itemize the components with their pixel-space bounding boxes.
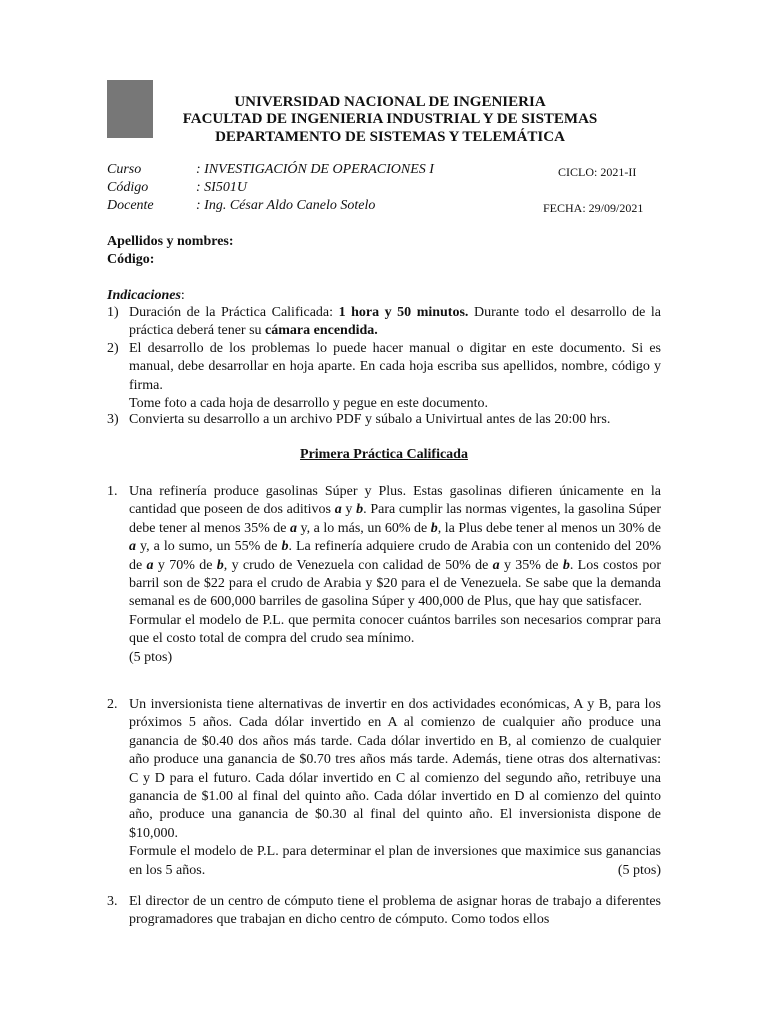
- indicaciones-title: Indicaciones: [107, 288, 181, 303]
- indicacion-1-duration: 1 hora y 50 minutos.: [338, 305, 469, 320]
- p1-s2: y: [341, 502, 357, 518]
- p1-s3: . Para cumplir las normas vigentes, la gasolina Súper debe tener al menos 35% de: [129, 502, 661, 536]
- p1-s7: . La refinería adquiere crudo de Arabia con un contenido del 20% de: [129, 539, 661, 573]
- header-department: DEPARTAMENTO DE SISTEMAS Y TELEMÁTICA: [215, 129, 565, 145]
- exam-title: Primera Práctica Calificada: [300, 447, 468, 462]
- p1-s4: y, a lo más, un 60% de: [297, 520, 431, 536]
- p1-s8: y 70% de: [153, 557, 217, 573]
- indicacion-1-text-a: Duración de la Práctica Calificada:: [129, 305, 339, 320]
- p1-b5: b: [562, 557, 570, 573]
- p1-s9: , y crudo de Venezuela con calidad de 50% de: [223, 557, 493, 573]
- p1-formulate: Formular el modelo de P.L. que permita conocer cuántos barriles son necesarios comprar para que el costo total de compra del crudo sea mínimo.: [129, 612, 661, 647]
- problem-3-number: 3.: [107, 894, 118, 909]
- docente-label: Docente: [107, 198, 154, 213]
- indicacion-2: [129, 340, 661, 414]
- indicacion-2-number: 2): [107, 341, 119, 356]
- p1-a5: a: [492, 557, 500, 573]
- problem-2-number: 2.: [107, 697, 118, 712]
- p1-s6: y, a lo sumo, un 55% de: [136, 539, 282, 555]
- fecha: FECHA: 29/09/2021: [543, 201, 644, 215]
- problem-2: [129, 696, 661, 880]
- problem-1-number: 1.: [107, 484, 118, 499]
- problem-3: El director de un centro de cómputo tiene el problema de asignar horas de trabajo a diferentes programadores que trabajan en dicho centro de cómputo. Como todos ellos: [129, 894, 661, 928]
- p2-text: Un inversionista tiene alternativas de invertir en dos actividades económicas, A y B, para los próximos 5 años. Cada dólar invertido en A al comienzo de cualquier año produce una ganancia de $0.40 dos años más tarde. Cada dólar invertido en B, al comienzo de cualquier año produce una ganancia de $0.70 tres años más tarde. Además, tiene otras dos alternativas: C y D para el futuro. Cada dólar invertido en C al comienzo del segundo año, retribuye una ganancia de $1.00 al final del quinto año. Cada dólar invertido en D al comienzo del quinto año, produce una ganancia de $0.30 al final del quinto año. El inversionista dispone de $10,000.: [129, 697, 661, 841]
- p2-points: (5 ptos): [617, 862, 661, 878]
- indicacion-3-number: 3): [107, 412, 119, 427]
- university-logo: [107, 80, 153, 138]
- curso-value: : INVESTIGACIÓN DE OPERACIONES I: [196, 162, 434, 177]
- header-faculty: FACULTAD DE INGENIERIA INDUSTRIAL Y DE SISTEMAS: [182, 111, 598, 127]
- p1-s11: . Los costos por barril son de $22 para el crudo de Arabia y $20 para el de Venezuela. Se sabe que la demanda semanal es de 600,000 barriles de gasolina Súper y 400,000 de Plus, que hay que satisfacer.: [129, 557, 661, 610]
- p1-a2: a: [290, 520, 298, 536]
- curso-label: Curso: [107, 162, 142, 177]
- indicacion-1-number: 1): [107, 305, 119, 320]
- p1-b2: b: [430, 520, 438, 536]
- p1-b3: b: [281, 539, 289, 555]
- indicacion-2-extra: Tome foto a cada hoja de desarrollo y pegue en este documento.: [129, 396, 488, 412]
- p1-a1: a: [334, 502, 342, 518]
- p1-b4: b: [216, 557, 224, 573]
- indicacion-1-camera: cámara encendida.: [265, 323, 378, 339]
- codigo-label: Código: [107, 180, 149, 195]
- names-label: Apellidos y nombres:: [107, 234, 234, 249]
- codigo-value: : SI501U: [196, 180, 247, 195]
- p1-points: (5 ptos): [129, 649, 173, 665]
- p1-a4: a: [146, 557, 154, 573]
- p1-b1: b: [356, 502, 364, 518]
- indicacion-2-text: El desarrollo de los problemas lo puede hacer manual o digitar en este documento. Si es manual, debe desarrollar en hoja aparte. En cada hoja escriba sus apellidos, nombre, código y firma.: [129, 341, 661, 393]
- ciclo: CICLO: 2021-II: [558, 165, 637, 179]
- p1-s10: y 35% de: [499, 557, 563, 573]
- indicaciones-heading: [107, 287, 185, 305]
- docente-value: : Ing. César Aldo Canelo Sotelo: [196, 198, 376, 213]
- indicacion-3: Convierta su desarrollo a un archivo PDF y súbalo a Univirtual antes de las 20:00 hrs.: [129, 412, 611, 427]
- indicaciones-colon: :: [180, 288, 185, 303]
- header-university: UNIVERSIDAD NACIONAL DE INGENIERIA: [234, 94, 546, 110]
- p1-a3: a: [129, 539, 136, 555]
- p1-s1: Una refinería produce gasolinas Súper y Plus. Estas gasolinas difieren únicamente en la cantidad que poseen de dos aditivos: [129, 484, 661, 518]
- indicacion-1: [129, 304, 661, 341]
- problem-1: [129, 483, 661, 667]
- p2-formulate: Formule el modelo de P.L. para determinar el plan de inversiones que maximice sus ganancias en los 5 años.: [129, 844, 661, 878]
- indicacion-1-text-c: Durante todo el desarrollo de la práctica deberá tener su: [129, 305, 661, 339]
- p1-s5: , la Plus debe tener al menos un 30% de: [437, 520, 661, 536]
- code-label: Código:: [107, 252, 155, 267]
